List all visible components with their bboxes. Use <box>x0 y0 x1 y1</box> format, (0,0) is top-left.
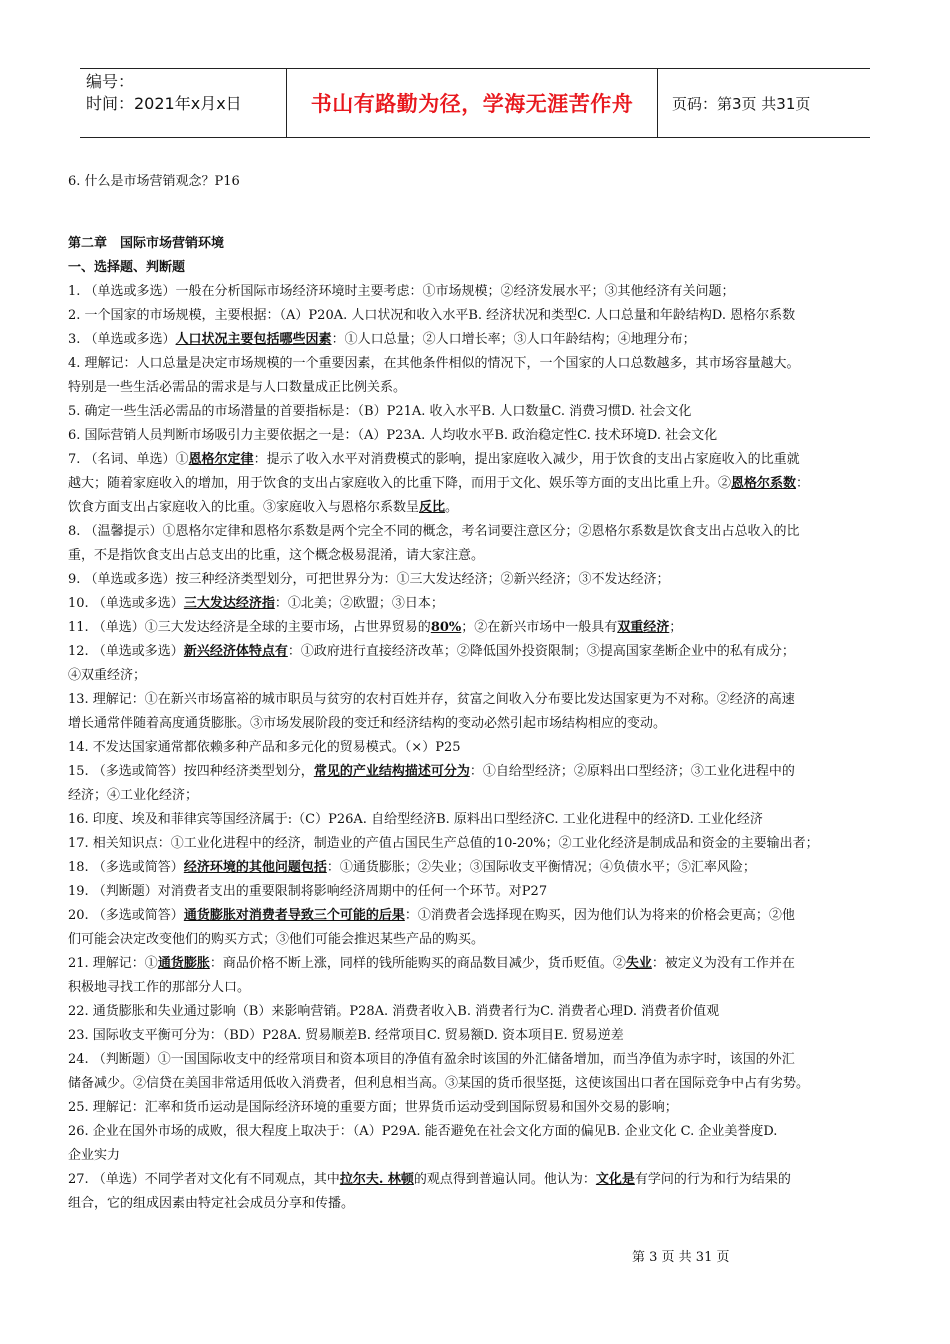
item-3 <box>68 328 886 352</box>
item-11 <box>68 616 886 640</box>
item-4-cont: 特别是一些生活必需品的需求是与人口数量成正比例关系。 <box>68 380 407 395</box>
item-7-text: ：提示了收入水平对消费模式的影响，提出家庭收入减少，用于饮食的支出占家庭收入的比重就 <box>253 452 800 467</box>
item-22: 22. 通货膨胀和失业通过影响（B）来影响营销。P28A. 消费者收入B. 消费者行为C. 消费者心理D. 消费者价值观 <box>68 1004 720 1019</box>
item-21-key-term: 通货膨胀 <box>157 956 210 971</box>
item-10-key-term: 三大发达经济指 <box>183 596 275 611</box>
item-5: 5. 确定一些生活必需品的市场潜量的首要指标是：（B）P21A. 收入水平B. 人口数量C. 消费习惯D. 社会文化 <box>68 404 692 419</box>
item-27-text: 的观点得到普遍认同。他认为： <box>413 1172 596 1187</box>
item-3-text: 3. （单选或多选） <box>68 332 176 347</box>
item-7-text: 饮食方面支出占家庭收入的比重。③家庭收入与恩格尔系数呈 <box>68 500 420 515</box>
item-9: 9. （单选或多选）按三种经济类型划分，可把世界分为：①三大发达经济；②新兴经济；③不发达经济； <box>68 572 670 587</box>
item-20-text: ：①消费者会选择现在购买，因为他们认为将来的价格会更高；②他 <box>404 908 795 923</box>
question-6: 6. 什么是市场营销观念？P16 <box>68 174 240 189</box>
item-7-cont <box>68 472 886 496</box>
item-20 <box>68 904 886 928</box>
item-21-text: 21. 理解记：① <box>68 956 158 971</box>
header-motto: 书山有路勤为径，学海无涯苦作舟 <box>287 69 658 137</box>
item-15-text: ：①自给型经济；②原料出口型经济；③工业化进程中的 <box>469 764 795 779</box>
item-10 <box>68 592 886 616</box>
document-body <box>68 170 886 1216</box>
item-4: 4. 理解记：人口总量是决定市场规模的一个重要因素，在其他条件相似的情况下，一个国家的人口总数越多，其市场容量越大。 <box>68 356 800 371</box>
item-16: 16. 印度、埃及和菲律宾等国经济属于:（C）P26A. 自给型经济B. 原料出口型经济C. 工业化进程中的经济D. 工业化经济 <box>68 812 763 827</box>
item-12-text: ：①政府进行直接经济改革；②降低国外投资限制；③提高国家垄断企业中的私有成分； <box>287 644 795 659</box>
item-1: 1. （单选或多选）一般在分析国际市场经济环境时主要考虑：①市场规模；②经济发展水平；③其他经济有关问题； <box>68 284 735 299</box>
document-time-label: 时间：2021年x月x日 <box>86 94 242 113</box>
item-3-key-term: 人口状况主要包括哪些因素 <box>175 332 332 347</box>
item-27-text: 有学问的行为和行为结果的 <box>634 1172 791 1187</box>
item-7-key-term: 恩格尔定律 <box>188 452 254 467</box>
item-21 <box>68 952 886 976</box>
header-page-info: 页码：第3页 共31页 <box>672 94 811 113</box>
item-12-text: 12. （单选或多选） <box>68 644 184 659</box>
item-27-text: 27. （单选）不同学者对文化有不同观点，其中 <box>68 1172 340 1187</box>
item-25: 25. 理解记：汇率和货币运动是国际经济环境的重要方面；世界货币运动受到国际贸易和国外交易的影响； <box>68 1100 678 1115</box>
item-21-text: ：商品价格不断上涨，同样的钱所能购买的商品数目减少，货币贬值。② <box>209 956 626 971</box>
item-21-text: ：被定义为没有工作并在 <box>651 956 795 971</box>
item-27-key-term: 拉尔夫. 林顿 <box>339 1172 414 1187</box>
item-12-key-term: 新兴经济体特点有 <box>183 644 288 659</box>
item-24-cont: 储备减少。②信贷在美国非常适用低收入消费者，但利息相当高。③某国的货币很坚挺，这使该国出口者在国际竞争中占有劣势。 <box>68 1076 810 1091</box>
item-7-cont <box>68 496 886 520</box>
item-7-text: 越大；随着家庭收入的增加，用于饮食的支出占家庭收入的比重下降，而用于文化、娱乐等方面的支出比重上升。② <box>68 476 732 491</box>
item-21-key-term: 失业 <box>625 956 652 971</box>
item-7 <box>68 448 886 472</box>
item-15-cont: 经济；④工业化经济； <box>68 788 199 803</box>
page-footer: 第 3 页 共 31 页 <box>632 1250 730 1265</box>
item-18-key-term: 经济环境的其他问题包括 <box>183 860 327 875</box>
item-2: 2. 一个国家的市场规模，主要根据：（A）P20A. 人口状况和收入水平B. 经济状况和类型C. 人口总量和年龄结构D. 恩格尔系数 <box>68 308 796 323</box>
item-8-cont: 重，不是指饮食支出占总支出的比重，这个概念极易混淆，请大家注意。 <box>68 548 485 563</box>
page-header <box>80 68 870 138</box>
document-number-label: 编号： <box>86 72 135 91</box>
item-18 <box>68 856 886 880</box>
item-13: 13. 理解记：①在新兴市场富裕的城市职员与贫穷的农村百姓并存，贫富之间收入分布要比发达国家更为不对称。②经济的高速 <box>68 692 795 707</box>
item-26: 26. 企业在国外市场的成败，很大程度上取决于：（A）P29A. 能否避免在社会文化方面的偏见B. 企业文化 C. 企业美誉度D. <box>68 1124 778 1139</box>
item-7-text: ： <box>796 476 810 491</box>
item-19: 19. （判断题）对消费者支出的重要限制将影响经济周期中的任何一个环节。对P27 <box>68 884 548 899</box>
item-15 <box>68 760 886 784</box>
item-11-key-term: 80% <box>430 620 462 635</box>
item-24: 24. （判断题）①一国国际收支中的经常项目和资本项目的净值有盈余时该国的外汇储备增加，而当净值为赤字时，该国的外汇 <box>68 1052 795 1067</box>
item-10-text: ：①北美；②欧盟；③日本； <box>274 596 444 611</box>
item-11-text: ；②在新兴市场中一般具有 <box>461 620 618 635</box>
item-27 <box>68 1168 886 1192</box>
item-11-text: ； <box>669 620 683 635</box>
item-17: 17. 相关知识点：①工业化进程中的经济，制造业的产值占国民生产总值的10-20%；②工业化经济是制成品和资金的主要输出者； <box>68 836 819 851</box>
item-20-cont: 们可能会决定改变他们的购买方式；③他们可能会推迟某些产品的购买。 <box>68 932 485 947</box>
item-14: 14. 不发达国家通常都依赖多种产品和多元化的贸易模式。（×）P25 <box>68 740 461 755</box>
item-6: 6. 国际营销人员判断市场吸引力主要依据之一是：（A）P23A. 人均收水平B. 政治稳定性C. 技术环境D. 社会文化 <box>68 428 718 443</box>
item-20-key-term: 通货膨胀对消费者导致三个可能的后果 <box>183 908 405 923</box>
item-18-text: 18. （多选或简答） <box>68 860 184 875</box>
section-title: 一、选择题、判断题 <box>68 260 186 275</box>
item-7-text: 。 <box>445 500 459 515</box>
item-21-cont: 积极地寻找工作的那部分人口。 <box>68 980 251 995</box>
item-12 <box>68 640 886 664</box>
item-11-key-term: 双重经济 <box>617 620 670 635</box>
item-10-text: 10. （单选或多选） <box>68 596 184 611</box>
item-23: 23. 国际收支平衡可分为：（BD）P28A. 贸易顺差B. 经常项目C. 贸易额D. 资本项目E. 贸易逆差 <box>68 1028 624 1043</box>
item-11-text: 11. （单选）①三大发达经济是全球的主要市场，占世界贸易的 <box>68 620 431 635</box>
item-3-text: ：①人口总量；②人口增长率；③人口年龄结构；④地理分布； <box>331 332 696 347</box>
item-27-cont: 组合，它的组成因素由特定社会成员分享和传播。 <box>68 1196 355 1211</box>
item-15-key-term: 常见的产业结构描述可分为 <box>313 764 470 779</box>
item-27-key-term: 文化是 <box>595 1172 635 1187</box>
item-7-key-term: 恩格尔系数 <box>731 476 797 491</box>
item-13-cont: 增长通常伴随着高度通货膨胀。③市场发展阶段的变迁和经济结构的变动必然引起市场结构相应的变动。 <box>68 716 667 731</box>
item-18-text: ：①通货膨胀；②失业；③国际收支平衡情况；④负债水平；⑤汇率风险； <box>326 860 756 875</box>
item-20-text: 20. （多选或简答） <box>68 908 184 923</box>
item-12-cont: ④双重经济； <box>68 668 147 683</box>
item-15-text: 15. （多选或简答）按四种经济类型划分， <box>68 764 314 779</box>
item-7-key-term: 反比 <box>419 500 446 515</box>
item-8: 8. （温馨提示）①恩格尔定律和恩格尔系数是两个完全不同的概念，考名词要注意区分；②恩格尔系数是饮食支出占总收入的比 <box>68 524 800 539</box>
item-26-cont: 企业实力 <box>68 1148 121 1163</box>
item-7-text: 7. （名词、单选）① <box>68 452 189 467</box>
header-meta <box>80 69 287 137</box>
chapter-title: 第二章 国际市场营销环境 <box>68 236 225 251</box>
